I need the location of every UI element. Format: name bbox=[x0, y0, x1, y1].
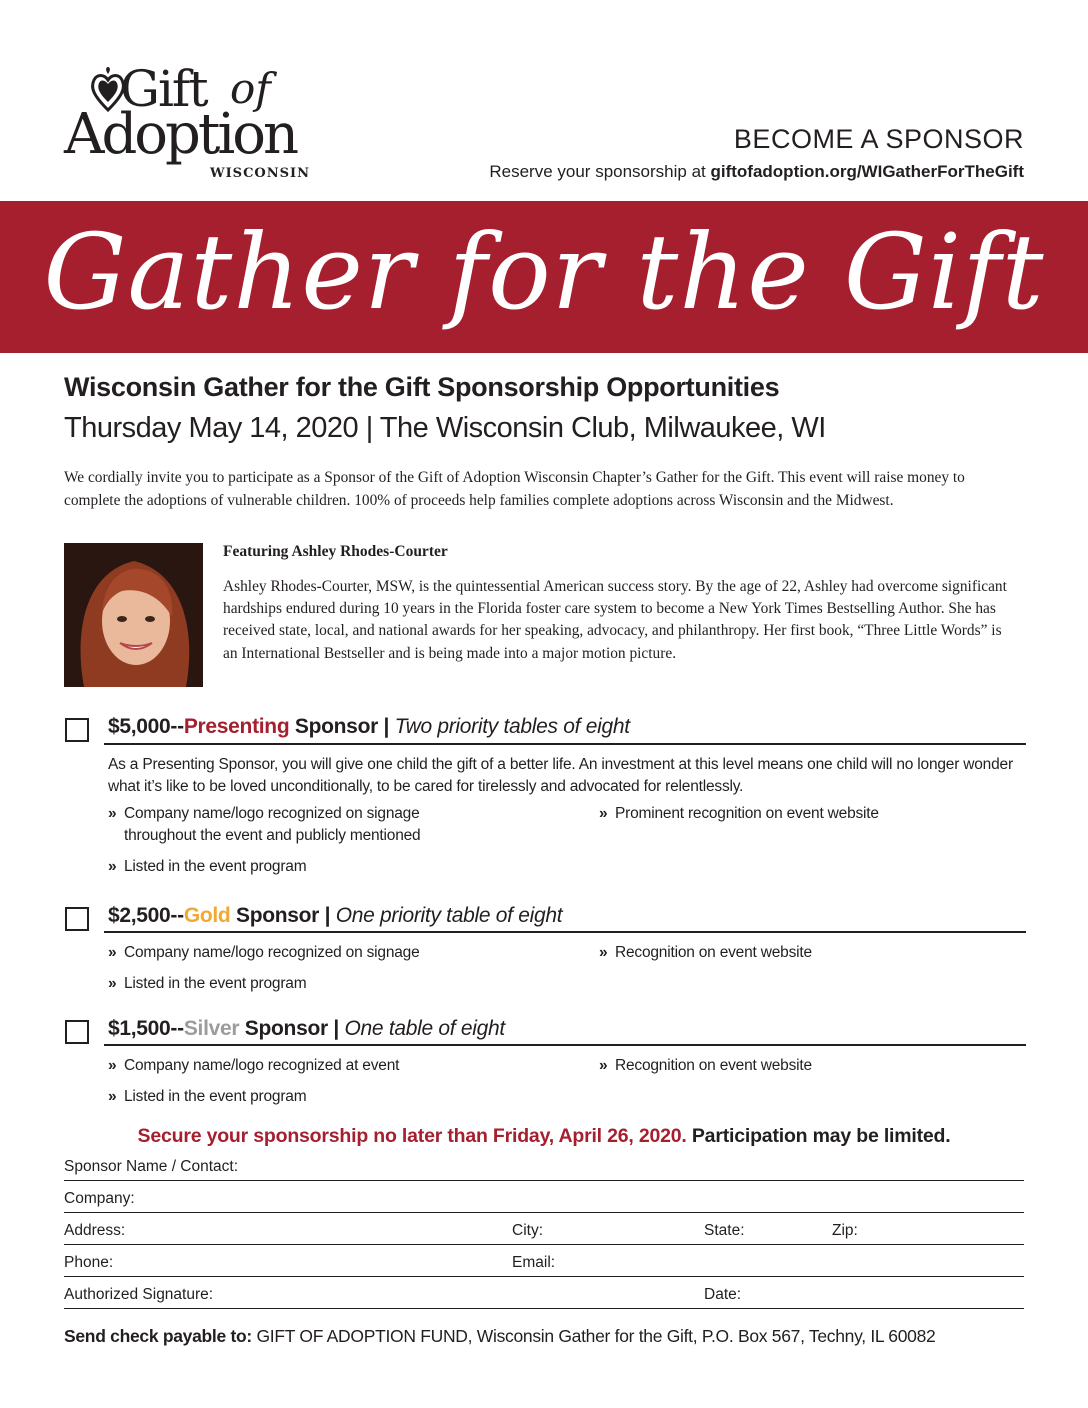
tier-tables: Two priority tables of eight bbox=[394, 715, 630, 738]
sponsor-name-field[interactable] bbox=[64, 1180, 1024, 1181]
tier-bullet bbox=[108, 803, 454, 847]
tier-divider bbox=[104, 743, 1026, 745]
deadline-notice bbox=[0, 1125, 1088, 1148]
bullet-mark: » bbox=[108, 858, 117, 875]
payment-text: GIFT OF ADOPTION FUND, Wisconsin Gather for the Gift, P.O. Box 567, Techny, IL 60082 bbox=[251, 1326, 936, 1346]
city-label: City: bbox=[512, 1222, 543, 1239]
tier-divider bbox=[104, 1044, 1026, 1046]
bullet-text: Listed in the event program bbox=[124, 1088, 307, 1105]
bullet-mark: » bbox=[108, 975, 117, 992]
tier-divider bbox=[104, 931, 1026, 933]
tier-price: $5,000-- bbox=[108, 715, 184, 738]
sponsor-name-label: Sponsor Name / Contact: bbox=[64, 1158, 239, 1175]
checkbox-silver[interactable] bbox=[65, 1020, 89, 1044]
address-field[interactable] bbox=[64, 1244, 1024, 1245]
bullet-mark: » bbox=[599, 805, 608, 822]
deadline-red-text: Secure your sponsorship no later than Friday, April 26, 2020. bbox=[137, 1125, 687, 1147]
tier-level: Silver bbox=[183, 1017, 240, 1040]
payment-instructions bbox=[64, 1326, 935, 1347]
checkbox-gold[interactable] bbox=[65, 907, 89, 931]
tier-heading-presenting bbox=[108, 715, 630, 739]
tier-bullet bbox=[108, 856, 306, 878]
logo-word-of: of bbox=[230, 64, 271, 113]
payment-label: Send check payable to: bbox=[64, 1326, 252, 1346]
bullet-mark: » bbox=[108, 805, 117, 822]
bullet-text: Company name/logo recognized on signage bbox=[124, 944, 420, 961]
reserve-line bbox=[489, 162, 1024, 182]
signature-field[interactable] bbox=[64, 1308, 1024, 1309]
tier-bullet bbox=[599, 803, 879, 825]
date-label: Date: bbox=[704, 1286, 742, 1303]
bullet-mark: » bbox=[108, 1088, 117, 1105]
address-label: Address: bbox=[64, 1222, 126, 1239]
tier-bullet bbox=[108, 973, 306, 995]
event-date-location: Thursday May 14, 2020 | The Wisconsin Club, Milwaukee, WI bbox=[64, 412, 826, 444]
phone-email-field[interactable] bbox=[64, 1276, 1024, 1277]
tier-description: As a Presenting Sponsor, you will give one child the gift of a better life. An investment at this level means one child will no longer wonder what it’s like to be loved unconditionally, to be cared for tirelessly and advocated for relentlessly. bbox=[108, 756, 1013, 795]
featuring-title: Featuring Ashley Rhodes-Courter bbox=[223, 543, 448, 560]
bullet-text: Company name/logo recognized at event bbox=[124, 1057, 400, 1074]
tier-tables: One table of eight bbox=[344, 1017, 505, 1040]
tier-suffix: Sponsor | bbox=[289, 715, 395, 738]
tier-heading-gold bbox=[108, 904, 562, 928]
featuring-body: Ashley Rhodes-Courter, MSW, is the quintessential American success story. By the age of 22, Ashley had overcome significant hardships endured during 10 years in the Florida foster care system to become a New York Times Bestselling Author. She has received state, local, and national awards for her speaking, advocacy, and philanthropy. Her first book, “Three Little Words” is an International Bestseller and is being made into a major motion picture. bbox=[223, 578, 1007, 662]
reserve-prefix: Reserve your sponsorship at bbox=[489, 162, 711, 181]
email-label: Email: bbox=[512, 1254, 556, 1271]
bullet-mark: » bbox=[108, 1057, 117, 1074]
tier-tables: One priority table of eight bbox=[335, 904, 563, 927]
tier-bullet bbox=[108, 1055, 399, 1077]
tier-suffix: Sponsor | bbox=[230, 904, 336, 927]
state-label: State: bbox=[704, 1222, 745, 1239]
logo-word-wisconsin: WISCONSIN bbox=[210, 166, 310, 181]
bullet-mark: » bbox=[599, 1057, 608, 1074]
logo-word-gift: Gift bbox=[120, 60, 207, 118]
tier-bullet bbox=[108, 1086, 306, 1108]
become-sponsor-heading: BECOME A SPONSOR bbox=[733, 124, 1024, 154]
checkbox-presenting[interactable] bbox=[65, 718, 89, 742]
bullet-text: Recognition on event website bbox=[615, 944, 812, 961]
speaker-photo bbox=[64, 543, 203, 687]
title-banner bbox=[0, 201, 1088, 353]
speaker-portrait-icon bbox=[64, 543, 203, 687]
logo-word-adoption: Adoption bbox=[64, 102, 297, 167]
bullet-text: Listed in the event program bbox=[124, 858, 307, 875]
tier-bullet bbox=[108, 942, 420, 964]
bullet-text: Prominent recognition on event website bbox=[615, 805, 879, 822]
tier-price: $2,500-- bbox=[108, 904, 184, 927]
tier-bullet bbox=[599, 942, 812, 964]
tier-price: $1,500-- bbox=[108, 1017, 184, 1040]
event-title: Wisconsin Gather for the Gift Sponsorship Opportunities bbox=[64, 372, 780, 402]
bullet-mark: » bbox=[599, 944, 608, 961]
tier-level: Gold bbox=[183, 904, 231, 927]
company-label: Company: bbox=[64, 1190, 135, 1207]
bullet-text: Listed in the event program bbox=[124, 975, 307, 992]
tier-level: Presenting bbox=[183, 715, 290, 738]
bullet-text: Recognition on event website bbox=[615, 1057, 812, 1074]
banner-title: Gather for the Gift bbox=[43, 211, 1045, 333]
reserve-url[interactable]: giftofadoption.org/WIGatherForTheGift bbox=[710, 162, 1024, 181]
bullet-mark: » bbox=[108, 944, 117, 961]
tier-heading-silver bbox=[108, 1017, 505, 1041]
tier-suffix: Sponsor | bbox=[239, 1017, 345, 1040]
zip-label: Zip: bbox=[832, 1222, 858, 1239]
tier-bullet bbox=[599, 1055, 812, 1077]
intro-paragraph: We cordially invite you to participate as a Sponsor of the Gift of Adoption Wisconsin Chapter’s Gather for the Gift. This event will raise money to complete the adoptions of vulnerable children. 100% of proceeds help families complete adoptions across Wisconsin and the Midwest. bbox=[64, 469, 965, 509]
bullet-text: Company name/logo recognized on signage throughout the event and publicly mentioned bbox=[124, 805, 421, 844]
deadline-black-text: Participation may be limited. bbox=[686, 1125, 951, 1147]
signature-label: Authorized Signature: bbox=[64, 1286, 214, 1303]
phone-label: Phone: bbox=[64, 1254, 114, 1271]
logo bbox=[64, 62, 354, 182]
company-field[interactable] bbox=[64, 1212, 1024, 1213]
